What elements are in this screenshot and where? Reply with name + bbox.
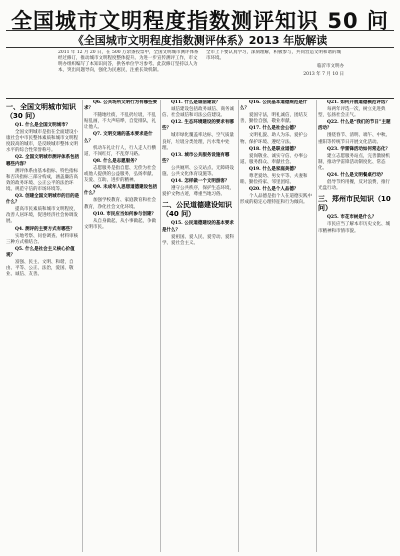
question: Q8. 什么是志愿服务？ [93, 158, 140, 164]
answer: 文明礼貌、助人为乐、爱护公物、保护环境、遵纪守法。 [240, 133, 308, 145]
question: Q16. 公民基本道德规范是什么？ [240, 100, 308, 112]
answer: 富强、民主、文明、和谐，自由、平等、公正、法治，爱国、敬业、诚信、友善。 [6, 259, 74, 278]
article-column [318, 100, 392, 552]
answer: 爱岗敬业、诚实守信、办事公道、服务群众、奉献社会。 [240, 153, 308, 165]
answer: 加强学校教育、家庭教育和社会教育，净化社会文化环境。 [84, 198, 156, 210]
question: Q12. 生态环境建设的要求有哪些？ [162, 120, 234, 132]
intro-body: 2011 年 12 月 20 日，在 500 万余条投票中，全国文明城市测评体系经过修订，推动城市文明程度整体提升。为进一步宣传测评工作，市文明办组织编写了本知识问答，供各单位学习参考。此次修订坚持以人为本，突出问题导向，强化为民惠民，注重长效机制。 [58, 50, 199, 73]
answer: 提高市民素质和城市文明程度，改善人居环境，促进经济社会协调发展。 [6, 207, 78, 225]
answer: 机动车礼让行人，行人走人行横道，不闯红灯，不乱穿马路。 [84, 145, 156, 157]
question: Q15. 公民道德建设的基本要求是什么？ [162, 221, 234, 233]
subtitle-rule [6, 47, 394, 48]
question: Q11. 什么是诚信建设？ [171, 100, 221, 105]
answer: 不随地吐痰，不乱扔垃圾，不乱贴乱画，不大声喧哗，自觉排队，礼让他人。 [84, 113, 156, 131]
answer: 遵守公共秩序，保护生态环境，爱护文物古迹，尊重当地习俗。 [162, 186, 234, 198]
answer: 爱祖国、爱人民、爱劳动、爱科学、爱社会主义。 [162, 234, 234, 246]
answer: 城市绿化覆盖率达标，空气质量良好，垃圾分类处理，污水集中处理。 [162, 133, 234, 151]
column-rule [316, 100, 317, 552]
article-column [6, 100, 80, 552]
answer: 公共厕所、公交站点、无障碍设施、公共文化体育设施等。 [162, 165, 234, 178]
question: Q10. 市民应当如何参与创建？ [93, 211, 156, 217]
section-heading: 三、郑州市民知识（10 问） [318, 195, 391, 213]
question: Q14. 怎样做一个文明游客？ [171, 179, 230, 185]
question: Q9. 未成年人思想道德建设包括什么？ [84, 185, 158, 197]
answer: 志愿服务是指自愿、无偿为社会或他人提供的公益服务，弘扬奉献、友爱、互助、进步的精神。 [84, 165, 156, 184]
question: Q20. 什么是个人品德？ [249, 187, 299, 193]
answer: 从自身做起，从小事做起，争做文明市民。 [84, 218, 156, 230]
article-column [240, 100, 314, 552]
subtitle: 《全国城市文明程度指数测评体系》2013 年版解读 [72, 34, 328, 47]
answer: 建立志愿服务站点，完善激励机制，推动学雷锋活动制度化、常态化。 [318, 153, 390, 171]
question: Q18. 什么是职业道德？ [249, 146, 299, 152]
question: Q21. 如何开展道德模范评选？ [327, 100, 390, 105]
answer: 市民应当了解本市历史文化、城市精神和市情市貌。 [318, 222, 390, 234]
answer: 爱国守法，明礼诚信，团结友善，勤俭自强，敬业奉献。 [240, 113, 308, 125]
intro-signature: 临沂市文明办 [317, 64, 344, 69]
section-heading: 一、全国文明城市知识（30 问） [6, 103, 76, 120]
answer: 倡导节约用餐，反对浪费，推行光盘行动。 [318, 180, 390, 192]
question: Q22. 什么是“我们的节日”主题活动？ [318, 120, 391, 132]
question: Q24. 什么是文明餐桌行动？ [327, 173, 386, 179]
question: Q4. 测评的主要方式有哪些？ [15, 226, 75, 232]
column-rule [238, 100, 239, 552]
answer: 每两年评选一次，树立先进典型，弘扬社会正气。 [318, 107, 386, 119]
column-rule [82, 100, 83, 552]
section-heading: 二、公民道德建设知识（40 问） [162, 201, 232, 219]
question: Q3. 创建全国文明城市的目的是什么？ [6, 194, 80, 206]
question: Q5. 什么是社会主义核心价值观？ [6, 246, 75, 258]
article-column [162, 100, 236, 552]
question: Q13. 城市公共服务设施有哪些？ [162, 152, 230, 164]
top-rule [6, 30, 394, 31]
question: Q17. 什么是社会公德？ [249, 126, 299, 132]
answer: 测评体系由基本指标、特色指标和否决指标三部分构成，涵盖廉洁高效的政务环境、公正公平的法治环境、规范守信的市场环境等。 [6, 168, 78, 192]
question: Q6. 公共场所文明行为有哪些要求？ [84, 100, 158, 112]
answer: 个人品德是指个人在道德实践中形成的稳定心理特征和行为倾向。 [240, 194, 312, 206]
intro-closing: 全市上下要认真学习，深刻理解，积极参与，共同营造文明和谐的城市环境。 [206, 50, 341, 61]
question: Q7. 文明交通的基本要求是什么？ [84, 132, 153, 144]
question: Q23. 学雷锋活动如何常态化？ [327, 146, 390, 152]
answer: 实地考察、问卷调查、材料审核三种方式相结合。 [6, 233, 78, 245]
intro-date: 2013 年 7 月 10 日 [303, 72, 344, 77]
question: Q25. 市花市树是什么？ [327, 215, 377, 221]
headline: 全国城市文明程度指数测评知识 50 问 [11, 9, 389, 33]
answer: 全国文明城市是指在全面建设小康社会中市民整体素质和城市文明程度较高的城市，是反映城市整体文明水平的综合性荣誉称号。 [6, 130, 78, 154]
intro-rule [6, 98, 394, 99]
answer: 围绕春节、清明、端午、中秋、重阳等传统节日开展文化活动。 [318, 133, 390, 145]
question: Q19. 什么是家庭美德？ [249, 166, 299, 172]
answer: 尊老爱幼、男女平等、夫妻和睦、勤俭持家、邻里团结。 [240, 174, 308, 186]
answer: 诚信建设包括政务诚信、商务诚信、社会诚信和司法公信建设。 [162, 107, 234, 119]
column-rule [160, 100, 161, 552]
article-column [84, 100, 158, 552]
question: Q1. 什么是全国文明城市？ [15, 123, 71, 128]
question: Q2. 全国文明城市测评体系包括哪些内容？ [6, 155, 80, 167]
